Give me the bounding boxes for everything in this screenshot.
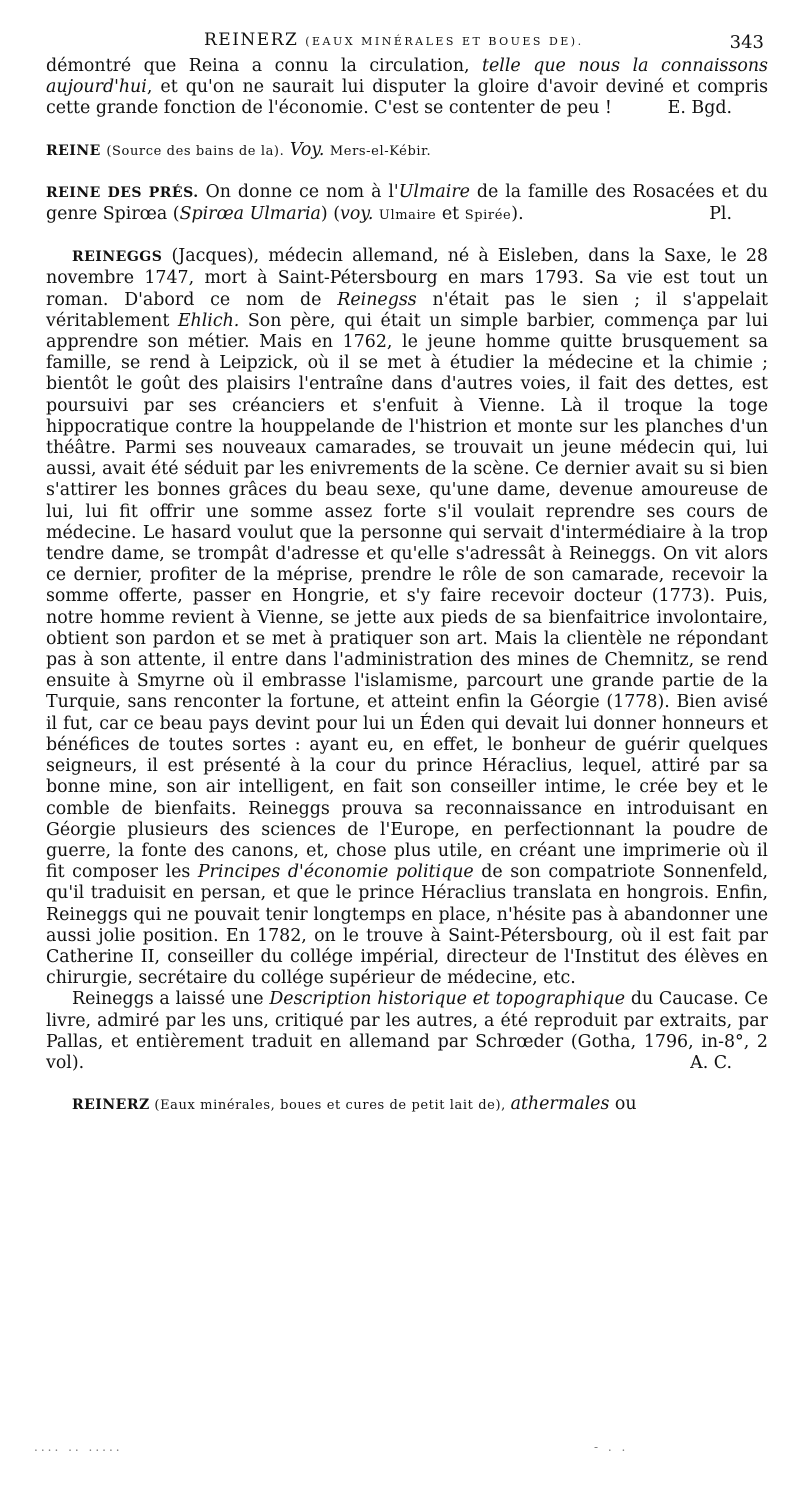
cross-reference-target: Spirée — [464, 208, 512, 224]
text-run: (Jacques), médecin allemand, né à Eisleben, dans la Saxe, le 28 novembre 1747, mort à Saint-Pétersbourg en mars 1793. Sa vie est tout un roman. D'abord ce nom de — [46, 246, 768, 310]
entry-headword: REINE DES PRÉS. — [46, 184, 199, 201]
text-run: Reineggs a laissé une — [72, 989, 270, 1010]
entry-reineggs-body — [46, 246, 768, 989]
footer-dots-left: .... .. ..... — [34, 1440, 123, 1454]
italic-run: Ulmaire — [398, 181, 470, 202]
footer-dots-right: - . . — [594, 1440, 629, 1454]
text-run: démontré que Reina a connu la circulation, — [46, 56, 483, 76]
page-number: 343 — [729, 32, 764, 53]
italic-run: Ehlich. — [177, 310, 240, 331]
text-run: Son père, qui était un simple barbier, commença par lui apprendre son métier. Mais en 1762, le jeune homme quitte brusquement sa famille, se rend à Leipzick, où il se met à étudier la médecine et la chimie ; bientôt le goût des plaisirs l'entraîne dans d'autres voies, il fait des dettes, est poursuivi par ses créanciers et s'enfuit à Vienne. Là il troque la toge hippocratique contre la houppelande de l'histrion et monte sur les planches d'un théâtre. Parmi ses nouveaux camarades, se trouvait un jeune médecin qui, lui aussi, avait été séduit par les enivrements de la scène. Ce dernier avait su si bien s'attirer les bonnes grâces du beau sexe, qu'une dame, devenue amoureuse de lui, lui fit offrir une somme assez forte s'il voulait reprendre ses cours de médecine. Le hasard voulut que la personne qui servait d'intermédiaire à la trop tendre dame, se trompât d'adresse et qu'elle s'adressât à Reineggs. On vit alors ce dernier, profiter de la méprise, prendre le rôle de son camarade, recevoir la somme offerte, passer en Hongrie, et s'y faire recevoir docteur (1773). Puis, notre homme revient à Vienne, se jette aux pieds de sa bienfaitrice involontaire, obtient son pardon et se met à pratiquer son art. Mais la clientèle ne répondant pas à son attente, il entre dans l'administration des mines de Chemnitz, se rend ensuite à Smyrne où il embrasse l'islamisme, parcourt une grande partie de la Turquie, sans renconter la fortune, et atteint enfin la Géorgie (1778). Bien avisé il fut, car ce beau pays devint pour lui un Éden qui devait lui donner honneurs et bénéfices de toutes sortes : ayant eu, en effet, le bonheur de guérir quelques seigneurs, il est présenté à la cour du prince Héraclius, lequel, attiré par sa bonne mine, son air intelligent, en fait son conseiller intime, le crée bey et le comble de bienfaits. Reineggs prouva sa reconnaissance en introduisant en Géorgie plusieurs des sciences de l'Europe, en perfectionnant la poudre de guerre, la fonte des canons, et, chose plus utile, en créant une imprimerie où il fit composer les — [46, 310, 768, 883]
italic-run: Reinegss — [337, 289, 417, 310]
author-signature: A. C. — [690, 1052, 732, 1073]
italic-run: athermales — [510, 1094, 610, 1115]
running-head-word: REINERZ — [204, 30, 299, 50]
author-signature: E. Bgd. — [667, 98, 732, 119]
entry-reinerz — [46, 1094, 768, 1116]
text-run: et — [436, 204, 465, 225]
text-run: n'était pas le sien ; il s'appelait véritablement — [46, 289, 768, 331]
running-head — [46, 26, 768, 56]
italic-run: Description historique et topographique — [269, 989, 626, 1010]
cross-reference-target: Mers-el-Kébir. — [329, 143, 432, 159]
see-reference: voy. — [340, 204, 374, 225]
text-run: de son compatriote Sonnenfeld, qu'il traduisit en persan, et que le prince Héraclius translata en hongrois. Enfin, Reineggs qui ne pouvait tenir longtemps en place, n'hésite pas à abandonner une aussi jolie position. En 1782, on le trouve à Saint-Pétersbourg, où il est fait par Catherine II, conseiller du collége impérial, directeur de l'Institut des élèves en chirurgie, secrétaire du collége supérieur de médecine, etc. — [46, 862, 768, 989]
author-signature: Pl. — [709, 204, 732, 225]
italic-run: telle que nous la connaissons aujourd'hui — [46, 56, 768, 98]
text-run: ) ( — [320, 204, 341, 225]
entry-gloss: (Source des bains de la). — [106, 143, 285, 159]
running-head-title — [204, 30, 584, 50]
entry-headword: REINE — [46, 142, 101, 159]
text-run: de la famille des Rosacées et du genre Spirœa ( — [46, 181, 769, 225]
entry-reineggs-works — [46, 989, 768, 1074]
entry-reine-source — [46, 140, 768, 162]
entry-headword: REINEGGS — [72, 249, 163, 266]
italic-run: Principes d'économie politique — [197, 862, 474, 883]
text-run: On donne ce nom à l' — [198, 181, 399, 202]
page-footer-marks — [34, 1440, 774, 1454]
text-run: , et qu'on ne saurait lui disputer la gloire d'avoir deviné et compris cette grande fonction de l'économie. C'est se contenter de peu ! — [46, 77, 768, 119]
page — [46, 26, 768, 1116]
running-head-subtitle: (EAUX MINÉRALES ET BOUES DE). — [305, 35, 584, 48]
text-run: ). — [511, 204, 524, 225]
cross-reference-target: Ulmaire — [378, 208, 437, 224]
text-run: du Caucase. Ce livre, admiré par les uns, critiqué par les autres, a été reproduit par extraits, par Pallas, et entièrement traduit en allemand par Schrœder (Gotha, 1796, in-8°, 2 vol). — [46, 989, 769, 1073]
text-run: ou — [609, 1094, 637, 1115]
entry-reine-des-pres — [46, 182, 768, 226]
see-reference: Voy. — [289, 139, 325, 160]
entry-gloss: (Eaux minérales, boues et cures de petit lait de), — [149, 1098, 511, 1114]
italic-run: Spirœa Ulmaria — [179, 204, 321, 225]
entry-continuation — [46, 56, 768, 120]
entry-headword: REINERZ — [72, 1097, 150, 1114]
